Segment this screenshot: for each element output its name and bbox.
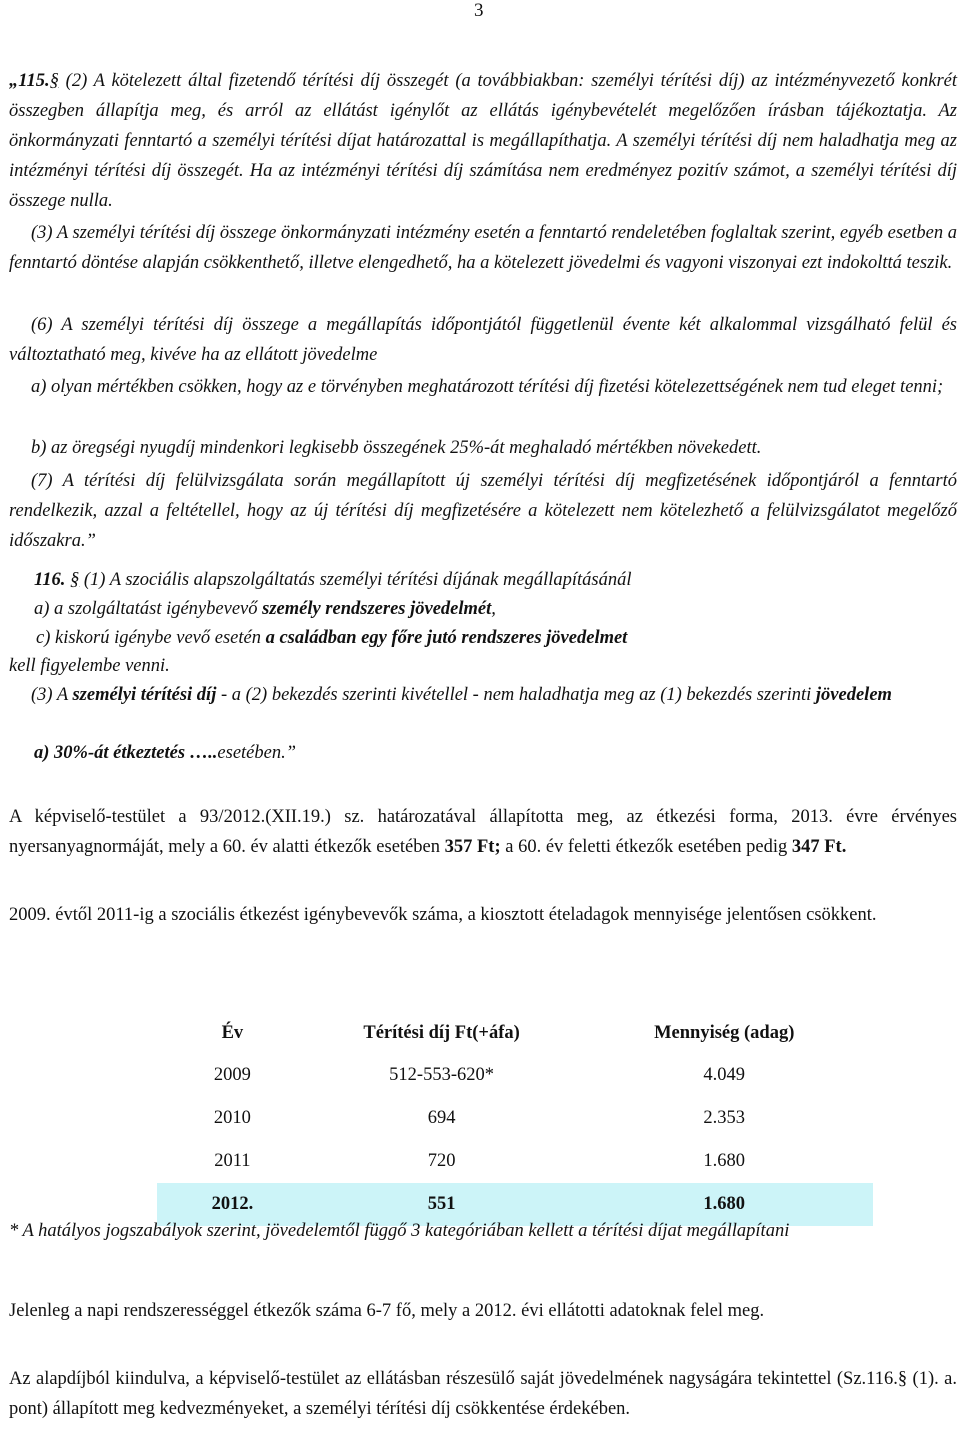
header-fee: Térítési díj Ft(+áfa) — [363, 1022, 520, 1043]
body-paragraph-current: Jelenleg a napi rendszerességgel étkezők száma 6-7 fő, mely a 2012. évi ellátotti adatoknak felel meg. — [9, 1301, 765, 1321]
table-row — [157, 1097, 873, 1140]
section-116-number: 116. — [34, 570, 66, 590]
cell-year: 2009 — [213, 1065, 251, 1085]
para1-text-c: a 60. év feletti étkezők esetében pedig — [500, 837, 792, 857]
section-115-paragraph-3: (3) A személyi térítési díj összege önkormányzati intézmény esetén a fenntartó rendeletében foglaltak szerint, egyéb esetben a fenntartó döntése alapján csökkenthető, illetve elengedhető, ha a kötelezett jövedelmi és vagyoni viszonyai ezt indokolttá teszik. — [9, 223, 957, 273]
section-115-paragraph-6b: b) az öregségi nyugdíj mindenkori legkisebb összegének 25%-át meghaladó mértékben növekedett. — [31, 438, 762, 458]
p3-bold: személyi térítési díj — [72, 685, 217, 705]
a30-bold: a) 30%-át étkeztetés ….. — [34, 743, 218, 763]
cell-year: 2010 — [213, 1108, 251, 1128]
section-116-item-a — [34, 594, 954, 624]
section-115-paragraph-2 — [9, 66, 957, 216]
cell-quantity: 2.353 — [703, 1108, 746, 1128]
item-c-bold: a családban egy főre jutó rendszeres jövedelmet — [265, 628, 628, 648]
section-116-paragraph-1 — [34, 565, 954, 595]
section-115-paragraph-7: (7) A térítési díj felülvizsgálata során megállapított új személyi térítési díj megfizetésének időpontjáról a fenntartó rendelkezik, azzal a feltétellel, hogy az új térítési díj megfizetésére a kötelezett nem kötelezhető a felülvizsgálatot megelőző időszakra.” — [9, 471, 957, 551]
table-footnote: * A hatályos jogszabályok szerint, jövedelemtől függő 3 kategóriában kellett a térítési díjat megállapítani — [9, 1221, 790, 1241]
section-115-paragraph-6: (6) A személyi térítési díj összege a megállapítás időpontjától függetlenül évente két alkalommal vizsgálható felül és változtatható meg, kivéve ha az ellátott jövedelme — [9, 315, 957, 365]
para1-price-over-60: 347 Ft. — [791, 837, 847, 857]
header-year: Év — [221, 1022, 244, 1043]
meal-statistics-table — [157, 1012, 873, 1226]
section-116-kell: kell figyelembe venni. — [9, 656, 170, 676]
section-116-item-a30 — [34, 738, 954, 768]
body-paragraph-decrease: 2009. évtől 2011-ig a szociális étkezést igénybevevők száma, a kiosztott ételadagok mennyisége jelentősen csökkent. — [9, 905, 877, 925]
para1-text-a: A képviselő-testület a 93/2012.(XII.19.) sz. határozatával állapította meg, az étkezési forma, 2013. évre érvényes nyersanyagnormáját, mely a 60. év alatti étkezők esetében — [9, 807, 957, 857]
section-115-number: „115. — [9, 71, 50, 91]
cell-fee: 551 — [308, 1183, 576, 1226]
table-row — [157, 1054, 873, 1097]
header-quantity: Mennyiség (adag) — [654, 1022, 795, 1043]
body-paragraph-discounts: Az alapdíjból kiindulva, a képviselő-testület az ellátásban részesülő saját jövedelmének nagyságára tekintettel (Sz.116.§ (1). a. pont) állapított meg kedvezményeket, a személyi térítési díj csökkentése érdekében. — [9, 1369, 957, 1419]
section-116-paragraph-3 — [9, 680, 957, 710]
section-115-sign: § — [49, 71, 59, 91]
body-paragraph-norm — [9, 802, 957, 862]
section-115-paragraph-6a: a) olyan mértékben csökken, hogy az e törvényben meghatározott térítési díj fizetési kötelezettségének nem tud eleget tenni; — [31, 377, 944, 397]
table-header-row — [157, 1012, 873, 1054]
cell-quantity: 1.680 — [703, 1151, 746, 1171]
cell-fee: 720 — [427, 1151, 456, 1171]
para1-price-under-60: 357 Ft; — [444, 837, 501, 857]
item-c-text: c) kiskorú igénybe vevő esetén — [36, 628, 266, 648]
section-116-p1-text: (1) A szociális alapszolgáltatás személyi térítési díjának megállapításánál — [79, 570, 632, 590]
cell-year: 2011 — [214, 1151, 251, 1171]
item-a-text: a) a szolgáltatást igénybevevő — [34, 599, 263, 619]
section-116-sign: § — [69, 570, 80, 590]
section-115-p2-text: (2) A kötelezett által fizetendő térítési díj összegét (a továbbiakban: személyi térítési díj) az intézményvezető konkrét összegben állapítja meg, és arról az ellátást igénylőt az ellátás igénybevételét megelőzően írásban tájékoztatja. Az önkormányzati fenntartó a személyi térítési díjat határozattal is megállapíthatja. A személyi térítési díj nem haladhatja meg az intézményi térítési díj összegét. Ha az intézményi térítési díj számítása nem eredményez pozitív számot, a személyi térítési díj összege nulla. — [9, 71, 957, 211]
cell-quantity: 4.049 — [703, 1065, 746, 1085]
cell-quantity: 1.680 — [575, 1183, 873, 1226]
page-number: 3 — [474, 0, 484, 21]
a30-post: esetében.” — [217, 743, 297, 763]
item-a-bold: személy rendszeres jövedelmét — [262, 599, 492, 619]
cell-fee: 694 — [427, 1108, 456, 1128]
table-row — [157, 1140, 873, 1183]
section-116-item-c — [36, 623, 956, 653]
item-a-comma: , — [491, 599, 496, 619]
p3-pre: (3) A — [31, 685, 73, 705]
p3-mid: - a (2) bekezdés szerinti kivétellel - nem haladhatja meg az (1) bekezdés szerinti — [216, 685, 816, 705]
cell-fee: 512-553-620* — [389, 1065, 494, 1085]
cell-year: 2012. — [157, 1183, 308, 1226]
p3-bold-income: jövedelem — [815, 685, 892, 705]
